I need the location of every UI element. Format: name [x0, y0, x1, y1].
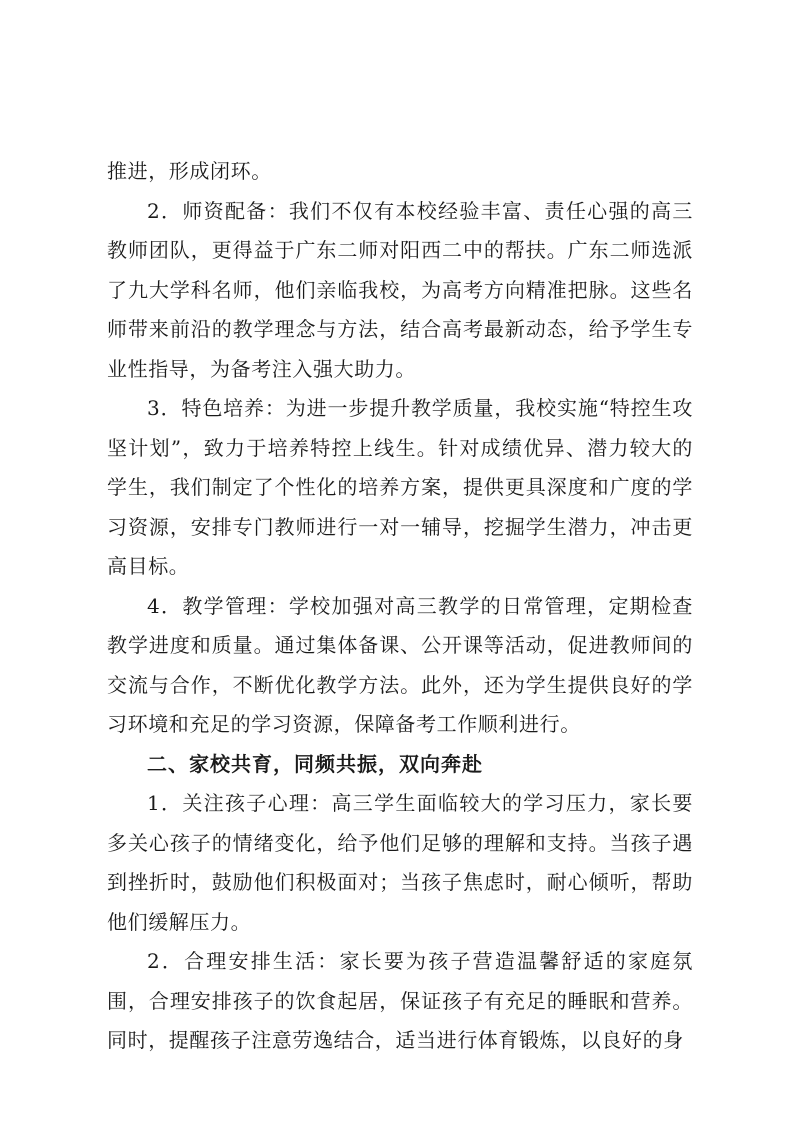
paragraph-teaching-management: 4．教学管理：学校加强对高三教学的日常管理，定期检查教学进度和质量。通过集体备课、公开课等活动，促进教师间的交流与合作，不断优化教学方法。此外，还为学生提供良好的学习环境和充足的学习资源，保障备考工作顺利进行。 [107, 593, 693, 736]
paragraph-life-arrangement: 2．合理安排生活：家长要为孩子营造温馨舒适的家庭氛围，合理安排孩子的饮食起居，保证孩子有充足的睡眠和营养。同时，提醒孩子注意劳逸结合，适当进行体育锻炼，以良好的身 [107, 949, 693, 1052]
paragraph-continuation: 推进，形成闭环。 [107, 159, 272, 183]
paragraph-child-psychology: 1．关注孩子心理：高三学生面临较大的学习压力，家长要多关心孩子的情绪变化，给予他们足够的理解和支持。当孩子遇到挫折时，鼓励他们积极面对；当孩子焦虑时，耐心倾听，帮助他们缓解压力。 [107, 791, 693, 934]
section-heading-home-school: 二、家校共育，同频共振，双向奔赴 [147, 751, 483, 776]
paragraph-special-training: 3．特色培养：为进一步提升教学质量，我校实施“特控生攻坚计划”，致力于培养特控上线生。针对成绩优异、潜力较大的学生，我们制定了个性化的培养方案，提供更具深度和广度的学习资源，安排专门教师进行一对一辅导，挖掘学生潜力，冲击更高目标。 [107, 396, 693, 578]
document-page [107, 152, 693, 1061]
paragraph-teacher-allocation: 2．师资配备：我们不仅有本校经验丰富、责任心强的高三教师团队，更得益于广东二师对阳西二中的帮扶。广东二师选派了九大学科名师，他们亲临我校，为高考方向精准把脉。这些名师带来前沿的教学理念与方法，结合高考最新动态，给予学生专业性指导，为备考注入强大助力。 [107, 198, 693, 381]
